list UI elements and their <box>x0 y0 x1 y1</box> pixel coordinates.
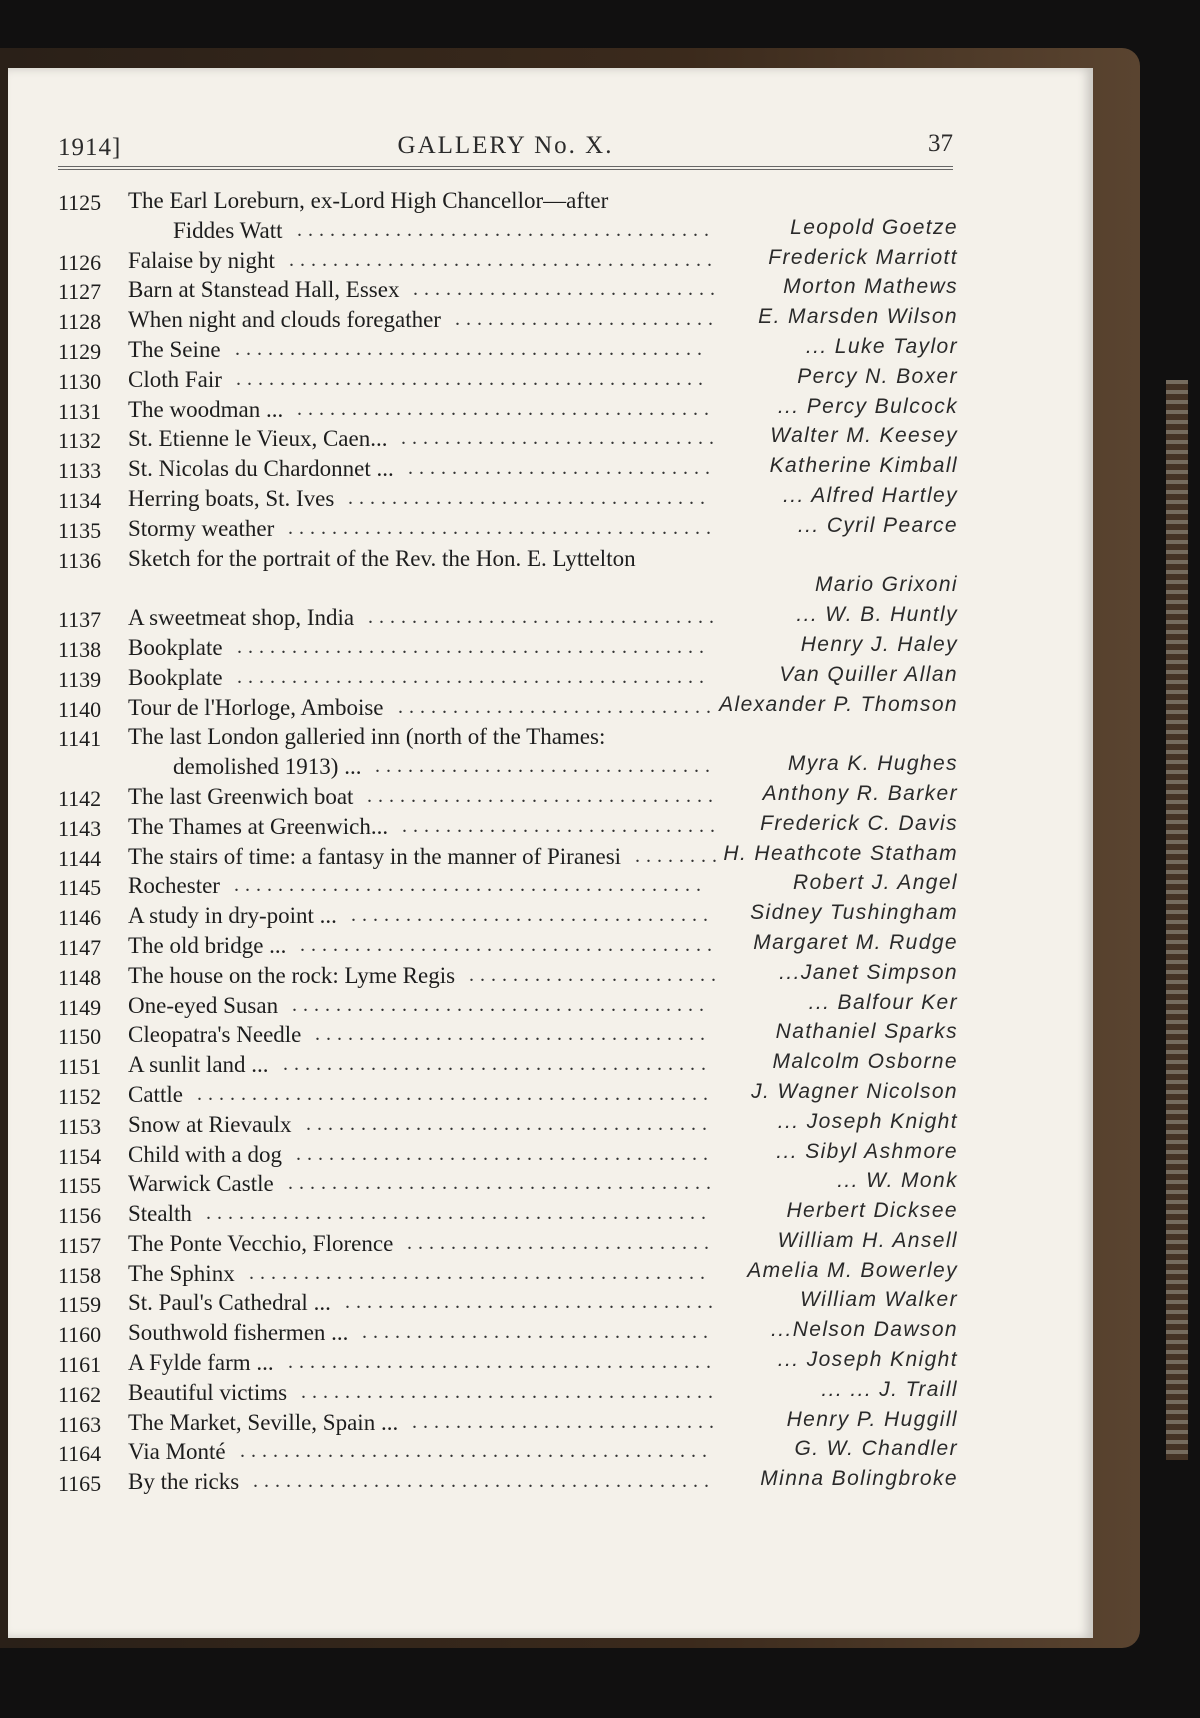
entry-title: The woodman ... <box>128 396 284 422</box>
entry-line <box>58 484 958 514</box>
catalogue-entry <box>58 901 958 931</box>
entry-number: 1133 <box>58 458 102 484</box>
catalogue-entry <box>58 454 958 484</box>
entry-line <box>58 514 958 544</box>
dot-leader: ...................................... <box>292 993 710 1016</box>
entry-number: 1142 <box>58 785 102 811</box>
entry-line <box>58 1378 958 1408</box>
dot-leader: ...................................... <box>296 1142 714 1165</box>
entry-artist: J. Wagner Nicolson <box>751 1079 958 1103</box>
dot-leader: ............................ <box>412 1410 720 1433</box>
dot-leader: ........................................... <box>235 337 708 360</box>
dot-leader: .................................. <box>345 1291 719 1314</box>
catalogue-entry <box>58 871 958 901</box>
entry-title: Cloth Fair <box>128 366 222 392</box>
dot-leader: ........................................... <box>237 665 710 688</box>
entry-number: 1149 <box>58 994 102 1020</box>
entry-artist: ... Joseph Knight <box>777 1109 958 1133</box>
entry-number: 1135 <box>58 517 102 543</box>
catalogue-page <box>8 68 1093 1638</box>
entry-number: 1161 <box>58 1352 102 1378</box>
entry-line <box>58 812 958 842</box>
entry-artist: Anthony R. Barker <box>762 781 958 805</box>
entry-title: The last Greenwich boat <box>128 783 354 809</box>
entry-line <box>58 722 958 752</box>
catalogue-entry <box>58 931 958 961</box>
catalogue-entries <box>58 186 958 1497</box>
entry-line <box>58 275 958 305</box>
entry-artist: ... W. Monk <box>837 1169 958 1193</box>
entry-artist: Frederick C. Davis <box>760 811 958 835</box>
entry-title: The Ponte Vecchio, Florence <box>128 1230 394 1256</box>
dot-leader: ............................... <box>375 755 716 778</box>
entry-line <box>58 1288 958 1318</box>
entry-artist: Robert J. Angel <box>793 871 958 895</box>
entry-line <box>58 633 958 663</box>
entry-number: 1151 <box>58 1054 102 1080</box>
catalogue-entry <box>58 1169 958 1199</box>
entry-title: A sweetmeat shop, India <box>128 605 355 631</box>
catalogue-entry <box>58 782 958 812</box>
entry-artist: ... Balfour Ker <box>808 990 958 1014</box>
catalogue-entry <box>58 1437 958 1467</box>
dot-leader: ................................ <box>362 1321 714 1344</box>
marbled-edge <box>1166 380 1188 1460</box>
entry-title: The last London galleried inn (north of the Thames: <box>128 724 606 750</box>
catalogue-entry <box>58 1050 958 1080</box>
catalogue-entry <box>58 514 958 544</box>
entry-number: 1153 <box>58 1113 102 1139</box>
entry-title: Stealth <box>128 1201 192 1227</box>
entry-artist: ... Alfred Hartley <box>783 483 958 507</box>
entry-number: 1132 <box>58 428 102 454</box>
entry-title: St. Nicolas du Chardonnet ... <box>128 456 394 482</box>
entry-line <box>58 216 958 246</box>
catalogue-entry <box>58 395 958 425</box>
catalogue-entry <box>58 812 958 842</box>
catalogue-entry <box>58 424 958 454</box>
entry-line <box>58 1080 958 1110</box>
catalogue-entry <box>58 544 958 604</box>
entry-artist: Malcolm Osborne <box>772 1050 958 1074</box>
entry-line <box>58 663 958 693</box>
entry-line <box>58 842 958 872</box>
entry-line <box>58 991 958 1021</box>
dot-leader: ................................ <box>367 784 719 807</box>
entry-number: 1160 <box>58 1322 102 1348</box>
entry-artist: William H. Ansell <box>777 1228 958 1252</box>
entry-line <box>58 1110 958 1140</box>
catalogue-entry <box>58 275 958 305</box>
catalogue-entry <box>58 365 958 395</box>
entry-artist: ... Cyril Pearce <box>797 513 958 537</box>
dot-leader: ............................ <box>413 278 721 301</box>
entry-artist: Katherine Kimball <box>769 454 958 478</box>
entry-number: 1138 <box>58 636 102 662</box>
catalogue-entry <box>58 1020 958 1050</box>
page-number: 37 <box>928 130 953 157</box>
entry-title: St. Etienne le Vieux, Caen... <box>128 426 388 452</box>
entry-line <box>58 931 958 961</box>
entry-number: 1141 <box>58 726 102 752</box>
entry-number: 1144 <box>58 845 102 871</box>
entry-title: The stairs of time: a fantasy in the manner of Piranesi <box>128 843 622 869</box>
entry-title: The Thames at Greenwich... <box>128 813 389 839</box>
entry-artist: ... Percy Bulcock <box>777 394 958 418</box>
entry-artist: ... Sibyl Ashmore <box>776 1139 958 1163</box>
entry-artist: ... Luke Taylor <box>805 334 958 358</box>
catalogue-entry <box>58 693 958 723</box>
entry-number: 1131 <box>58 398 102 424</box>
entry-artist: Morton Mathews <box>783 275 958 299</box>
dot-leader: ..................................... <box>306 1112 713 1135</box>
entry-number: 1158 <box>58 1262 102 1288</box>
entry-number: 1152 <box>58 1083 102 1109</box>
entry-title: Falaise by night <box>128 247 275 273</box>
dot-leader: ....................... <box>469 963 722 986</box>
catalogue-entry <box>58 1110 958 1140</box>
entry-artist: Van Quiller Allan <box>779 662 958 686</box>
entry-line <box>58 693 958 723</box>
entry-line <box>58 246 958 276</box>
entry-number: 1147 <box>58 934 102 960</box>
entry-title: The house on the rock: Lyme Regis <box>128 962 456 988</box>
catalogue-entry <box>58 1229 958 1259</box>
entry-line <box>58 1199 958 1229</box>
running-head <box>58 128 953 168</box>
entry-title: Herring boats, St. Ives <box>128 485 335 511</box>
entry-title: St. Paul's Cathedral ... <box>128 1290 331 1316</box>
entry-title: Snow at Rievaulx <box>128 1111 292 1137</box>
entry-number: 1143 <box>58 815 102 841</box>
entry-title: Child with a dog <box>128 1141 282 1167</box>
entry-title: A Fylde farm ... <box>128 1350 274 1376</box>
entry-number: 1150 <box>58 1024 102 1050</box>
entry-line <box>58 335 958 365</box>
catalogue-entry <box>58 1140 958 1170</box>
entry-number: 1136 <box>58 547 102 573</box>
entry-artist: Walter M. Keesey <box>770 424 958 448</box>
entry-artist: ...Janet Simpson <box>779 960 958 984</box>
entry-artist: William Walker <box>800 1288 958 1312</box>
dot-leader: .......................................... <box>249 1261 711 1284</box>
entry-number: 1134 <box>58 487 102 513</box>
running-head-year: 1914] <box>58 134 122 161</box>
running-head-title: GALLERY No. X. <box>397 132 614 159</box>
entry-number: 1157 <box>58 1232 102 1258</box>
entry-number: 1159 <box>58 1292 102 1318</box>
entry-artist: Frederick Marriott <box>768 245 958 269</box>
entry-line <box>58 454 958 484</box>
entry-artist: ... ... J. Traill <box>821 1377 958 1401</box>
dot-leader: .......................................... <box>253 1470 715 1493</box>
entry-title: The Seine <box>128 336 221 362</box>
dot-leader: ........................................... <box>237 635 710 658</box>
entry-number: 1128 <box>58 309 102 335</box>
entry-line <box>58 1020 958 1050</box>
entry-title: Tour de l'Horloge, Amboise <box>128 694 384 720</box>
catalogue-entry <box>58 1288 958 1318</box>
dot-leader: ...................................... <box>300 933 718 956</box>
entry-number: 1130 <box>58 368 102 394</box>
dot-leader: ............................ <box>407 1231 715 1254</box>
entry-artist: Leopold Goetze <box>790 215 958 239</box>
dot-leader: ...................................... <box>301 1380 719 1403</box>
entry-line <box>58 1437 958 1467</box>
entry-artist: Minna Bolingbroke <box>760 1467 958 1491</box>
entry-title: Rochester <box>128 873 220 899</box>
entry-number: 1165 <box>58 1471 102 1497</box>
entry-artist: Alexander P. Thomson <box>719 692 958 716</box>
dot-leader: ................................. <box>348 486 711 509</box>
catalogue-entry <box>58 246 958 276</box>
entry-number: 1162 <box>58 1381 102 1407</box>
entry-artist: ... Joseph Knight <box>777 1348 958 1372</box>
entry-title: Cattle <box>128 1081 183 1107</box>
dot-leader: ....................................... <box>283 1053 712 1076</box>
entry-line <box>58 424 958 454</box>
entry-title: Bookplate <box>128 634 223 660</box>
entry-line <box>58 1050 958 1080</box>
entry-title: When night and clouds foregather <box>128 307 441 333</box>
entry-artist: Myra K. Hughes <box>787 752 958 776</box>
entry-line <box>58 901 958 931</box>
entry-title: Barn at Stanstead Hall, Essex <box>128 277 400 303</box>
entry-line <box>58 782 958 812</box>
entry-line <box>58 1140 958 1170</box>
entry-artist: ... W. B. Huntly <box>796 603 958 627</box>
entry-title: Beautiful victims <box>128 1379 288 1405</box>
entry-line <box>58 1408 958 1438</box>
entry-title: Southwold fishermen ... <box>128 1320 349 1346</box>
entry-number: 1146 <box>58 905 102 931</box>
catalogue-entry <box>58 663 958 693</box>
catalogue-entry <box>58 1318 958 1348</box>
dot-leader: ............................................... <box>197 1082 714 1105</box>
entry-artist: Margaret M. Rudge <box>753 930 958 954</box>
catalogue-entry <box>58 1408 958 1438</box>
entry-title: One-eyed Susan <box>128 992 279 1018</box>
catalogue-entry <box>58 991 958 1021</box>
entry-number: 1163 <box>58 1411 102 1437</box>
entry-number: 1145 <box>58 875 102 901</box>
entry-line <box>58 752 958 782</box>
catalogue-entry <box>58 1259 958 1289</box>
entry-line <box>58 871 958 901</box>
entry-title: Sketch for the portrait of the Rev. the Hon. E. Lyttelton <box>128 545 636 571</box>
dot-leader: ........................................... <box>234 874 707 897</box>
dot-leader: ........ <box>635 844 723 867</box>
entry-title: Via Monté <box>128 1439 226 1465</box>
entry-artist: E. Marsden Wilson <box>758 305 958 329</box>
entry-title: The Earl Loreburn, ex-Lord High Chancellor—after <box>128 188 609 213</box>
entry-title: The old bridge ... <box>128 932 287 958</box>
entry-title: By the ricks <box>128 1469 240 1495</box>
entry-line <box>58 603 958 633</box>
entry-number: 1137 <box>58 607 102 633</box>
catalogue-entry <box>58 1378 958 1408</box>
dot-leader: ................................ <box>368 606 720 629</box>
entry-line <box>58 365 958 395</box>
catalogue-entry <box>58 1080 958 1110</box>
dot-leader: ....................................... <box>289 248 718 271</box>
entry-title: Warwick Castle <box>128 1171 274 1197</box>
entry-number: 1164 <box>58 1441 102 1467</box>
entry-title: The Sphinx <box>128 1260 235 1286</box>
dot-leader: ........................................... <box>240 1440 713 1463</box>
dot-leader: ....................................... <box>288 516 717 539</box>
catalogue-entry <box>58 484 958 514</box>
entry-title: The Market, Seville, Spain ... <box>128 1409 399 1435</box>
catalogue-entry <box>58 1199 958 1229</box>
catalogue-entry <box>58 305 958 335</box>
catalogue-entry <box>58 603 958 633</box>
entry-line <box>58 961 958 991</box>
entry-line <box>58 186 958 216</box>
entry-title: Cleopatra's Needle <box>128 1022 302 1048</box>
entry-line <box>58 1229 958 1259</box>
entry-line <box>58 1169 958 1199</box>
entry-artist: Herbert Dicksee <box>786 1199 958 1223</box>
entry-number: 1129 <box>58 338 102 364</box>
entry-artist: Nathaniel Sparks <box>775 1020 958 1044</box>
entry-title: A sunlit land ... <box>128 1052 269 1078</box>
entry-line <box>58 1318 958 1348</box>
entry-line <box>58 573 958 603</box>
entry-number: 1127 <box>58 279 102 305</box>
dot-leader: .................................... <box>315 1023 711 1046</box>
entry-line <box>58 1467 958 1497</box>
catalogue-entry <box>58 186 958 246</box>
entry-artist: Henry P. Huggill <box>786 1407 958 1431</box>
entry-number: 1148 <box>58 964 102 990</box>
catalogue-entry <box>58 961 958 991</box>
entry-line <box>58 395 958 425</box>
catalogue-entry <box>58 1348 958 1378</box>
dot-leader: .............................................. <box>206 1202 712 1225</box>
catalogue-entry <box>58 335 958 365</box>
entry-number: 1126 <box>58 249 102 275</box>
dot-leader: ...................................... <box>297 218 715 241</box>
dot-leader: ............................. <box>401 427 720 450</box>
entry-artist: G. W. Chandler <box>794 1437 958 1461</box>
dot-leader: ............................ <box>408 457 716 480</box>
catalogue-entry <box>58 842 958 872</box>
entry-title: Bookplate <box>128 664 223 690</box>
entry-line <box>58 544 958 574</box>
entry-number: 1156 <box>58 1203 102 1229</box>
entry-line <box>58 1259 958 1289</box>
entry-number: 1125 <box>58 190 102 215</box>
dot-leader: ....................................... <box>288 1172 717 1195</box>
entry-artist: Sidney Tushingham <box>750 901 958 925</box>
dot-leader: ....................................... <box>288 1351 717 1374</box>
entry-number: 1139 <box>58 666 102 692</box>
entry-artist: Percy N. Boxer <box>797 364 958 388</box>
entry-line <box>58 1348 958 1378</box>
entry-artist: Mario Grixoni <box>814 573 958 597</box>
entry-line <box>58 305 958 335</box>
dot-leader: ........................ <box>455 308 719 331</box>
dot-leader: ............................. <box>398 695 717 718</box>
catalogue-entry <box>58 722 958 782</box>
entry-artist: ...Nelson Dawson <box>771 1318 958 1342</box>
entry-number: 1140 <box>58 696 102 722</box>
entry-artist: H. Heathcote Statham <box>723 841 958 865</box>
entry-title: Stormy weather <box>128 515 275 541</box>
header-rule <box>58 166 953 170</box>
entry-artist: Henry J. Haley <box>800 632 958 656</box>
catalogue-entry <box>58 633 958 663</box>
entry-artist: Amelia M. Bowerley <box>747 1258 958 1282</box>
dot-leader: ................................. <box>351 904 714 927</box>
entry-number: 1155 <box>58 1173 102 1199</box>
entry-number: 1154 <box>58 1143 102 1169</box>
catalogue-entry <box>58 1467 958 1497</box>
entry-title-continued: demolished 1913) ... <box>173 754 362 780</box>
dot-leader: ............................. <box>402 814 721 837</box>
dot-leader: ...................................... <box>297 397 715 420</box>
dot-leader: ........................................... <box>236 367 709 390</box>
entry-title-continued: Fiddes Watt <box>173 217 283 243</box>
entry-title: A study in dry-point ... <box>128 903 337 929</box>
